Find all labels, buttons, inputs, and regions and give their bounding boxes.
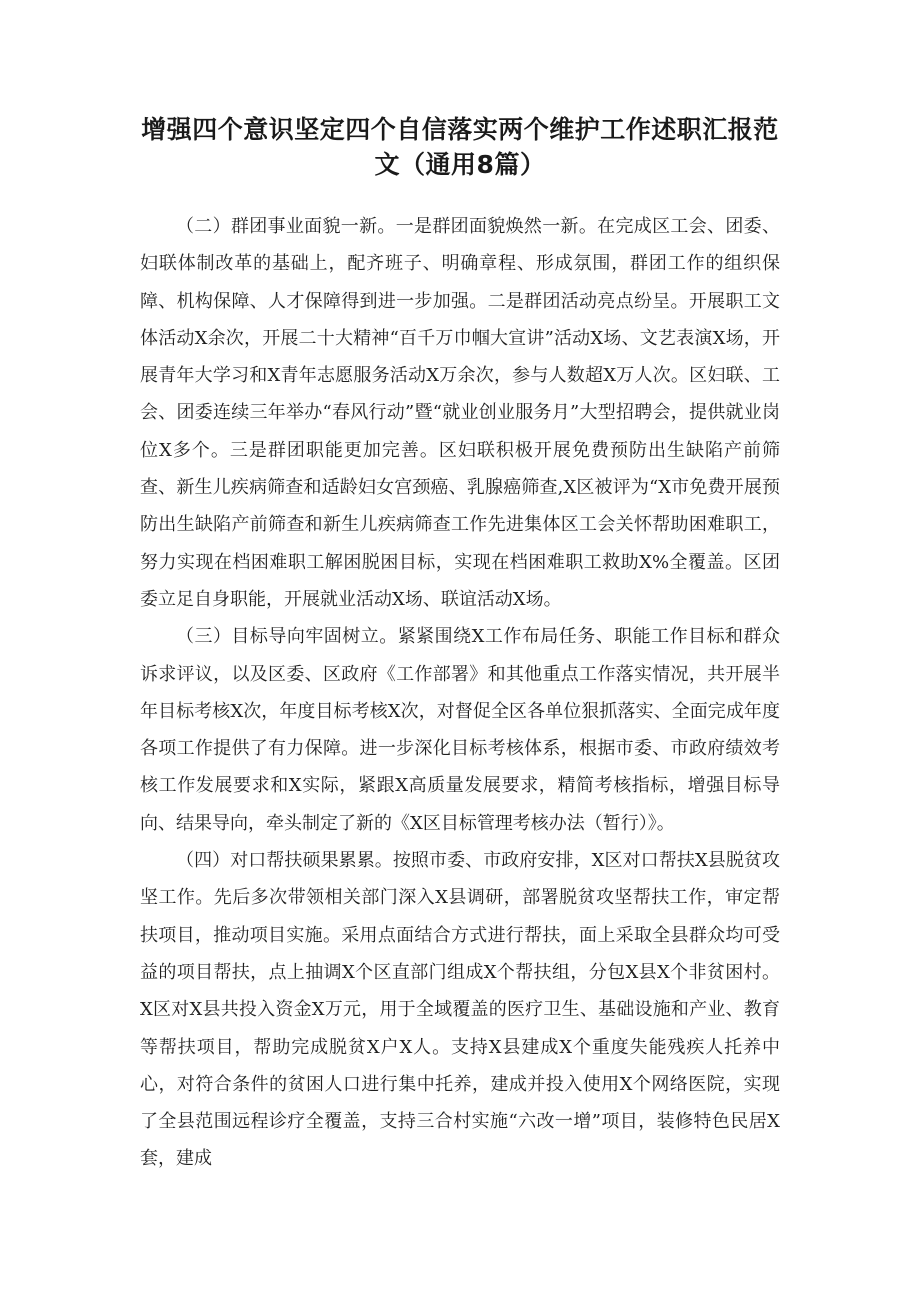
- paragraph-qunTuan: （二）群团事业面貌一新。一是群团面貌焕然一新。在完成区工会、团委、妇联体制改革的基础上，配齐班子、明确章程、形成氛围，群团工作的组织保障、机构保障、人才保障得到进一步加强。二是群团活动亮点纷呈。开展职工文体活动X余次，开展二十大精神“百千万巾帼大宣讲”活动X场、文艺表演X场，开展青年大学习和X青年志愿服务活动X万余次，参与人数超X万人次。区妇联、工会、团委连续三年举办“春风行动”暨“就业创业服务月”大型招聘会，提供就业岗位X多个。三是群团职能更加完善。区妇联积极开展免费预防出生缺陷产前筛查、新生儿疾病筛查和适龄妇女宫颈癌、乳腺癌筛查,X区被评为“X市免费开展预防出生缺陷产前筛查和新生儿疾病筛查工作先进集体区工会关怀帮助困难职工，努力实现在档困难职工解困脱困目标，实现在档困难职工救助X%全覆盖。区团委立足自身职能，开展就业活动X场、联谊活动X场。: [140, 216, 780, 610]
- paragraph-bangfu: （四）对口帮扶硕果累累。按照市委、市政府安排，X区对口帮扶X县脱贫攻坚工作。先后多次带领相关部门深入X县调研，部署脱贫攻坚帮扶工作，审定帮扶项目，推动项目实施。采用点面结合方式进行帮扶，面上采取全县群众均可受益的项目帮扶，点上抽调X个区直部门组成X个帮扶组，分包X县X个非贫困村。X区对X县共投入资金X万元，用于全域覆盖的医疗卫生、基础设施和产业、教育等帮扶项目，帮助完成脱贫X户X人。支持X县建成X个重度失能残疾人托养中心，对符合条件的贫困人口进行集中托养，建成并投入使用X个网络医院，实现了全县范围远程诊疗全覆盖，支持三合村实施“六改一增”项目，装修特色民居X套，建成: [140, 850, 780, 1170]
- document-body: [140, 208, 780, 1178]
- document-title: 增强四个意识坚定四个自信落实两个维护工作述职汇报范文（通用8篇）: [141, 115, 779, 179]
- paragraph-mubiao: （三）目标导向牢固树立。紧紧围绕X工作布局任务、职能工作目标和群众诉求评议，以及区委、区政府《工作部署》和其他重点工作落实情况，共开展半年目标考核X次，年度目标考核X次，对督促全区各单位狠抓落实、全面完成年度各项工作提供了有力保障。进一步深化目标考核体系，根据市委、市政府绩效考核工作发展要求和X实际，紧跟X高质量发展要求，精简考核指标，增强目标导向、结果导向，牵头制定了新的《X区目标管理考核办法（暂行）》。: [140, 626, 780, 834]
